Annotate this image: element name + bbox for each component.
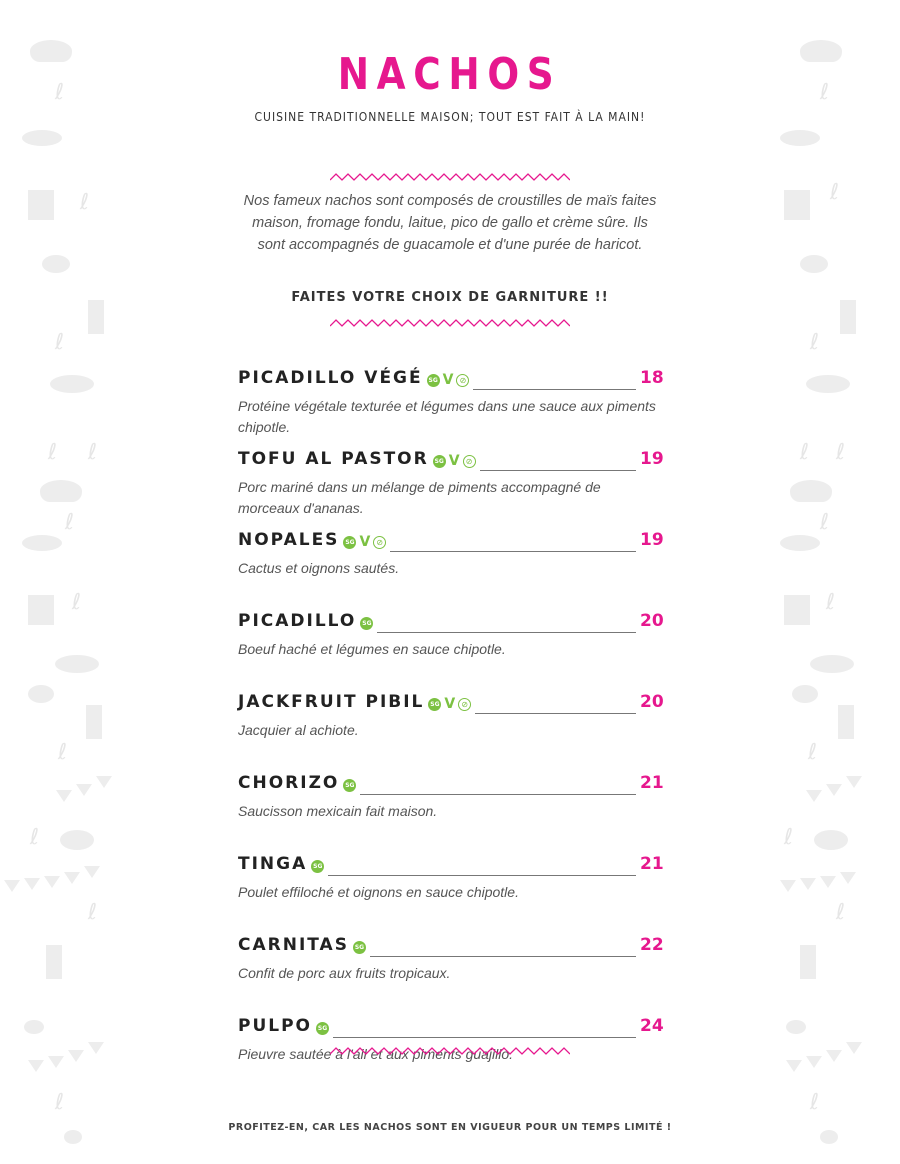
- bunting-flag-icon: [780, 880, 796, 892]
- bunting-flag-icon: [4, 880, 20, 892]
- menu-header: [0, 50, 900, 124]
- chili-icon: ℓ: [800, 440, 810, 465]
- pepper-icon: [28, 685, 54, 703]
- vegan-icon: ⊘: [373, 536, 386, 549]
- chili-icon: ℓ: [810, 330, 820, 355]
- menu-item-name: JACKFRUIT PIBIL: [238, 692, 425, 712]
- menu-item-name: PULPO: [238, 1016, 313, 1036]
- chili-icon: ℓ: [830, 180, 840, 205]
- diet-badges: [343, 536, 386, 549]
- bunting-flag-icon: [56, 790, 72, 802]
- menu-item: [238, 368, 662, 449]
- menu-item-description: Porc mariné dans un mélange de piments accompagné de morceaux d'ananas.: [238, 479, 601, 516]
- pepper-icon: [24, 1020, 44, 1034]
- menu-item: [238, 530, 662, 611]
- bunting-flag-icon: [826, 784, 842, 796]
- bunting-flag-icon: [44, 876, 60, 888]
- cactus-icon: [840, 300, 856, 334]
- page-subtitle: CUISINE TRADITIONNELLE MAISON; TOUT EST FAIT À LA MAIN!: [254, 110, 646, 124]
- bunting-flag-icon: [846, 776, 862, 788]
- gluten-free-icon: SG: [427, 374, 440, 387]
- choice-heading: FAITES VOTRE CHOIX DE GARNITURE !!: [291, 290, 609, 305]
- menu-item-description: Poulet effiloché et oignons en sauce chipotle.: [238, 884, 519, 900]
- bunting-flag-icon: [786, 1060, 802, 1072]
- menu-item-price: 24: [640, 1016, 664, 1036]
- vegetarian-icon: V: [442, 372, 454, 388]
- menu-item-name: TOFU AL PASTOR: [238, 449, 429, 469]
- menu-item-description: Jacquier al achiote.: [238, 722, 359, 738]
- vegetarian-icon: V: [359, 534, 371, 550]
- menu-item-description: Confit de porc aux fruits tropicaux.: [238, 965, 451, 981]
- gluten-free-icon: SG: [311, 860, 324, 873]
- leader-line: [480, 469, 636, 471]
- bunting-flag-icon: [800, 878, 816, 890]
- bunting-flag-icon: [76, 784, 92, 796]
- gluten-free-icon: SG: [353, 941, 366, 954]
- chili-icon: ℓ: [48, 440, 58, 465]
- chili-icon: ℓ: [55, 80, 65, 105]
- menu-item-name: PICADILLO VÉGÉ: [238, 368, 423, 388]
- cactus-icon: [86, 705, 102, 739]
- chili-icon: ℓ: [88, 440, 98, 465]
- diet-badges: [316, 1022, 329, 1035]
- leader-line: [390, 550, 636, 552]
- bunting-flag-icon: [84, 866, 100, 878]
- vegetarian-icon: V: [444, 696, 456, 712]
- bunting-flag-icon: [826, 1050, 842, 1062]
- cactus-icon: [838, 705, 854, 739]
- pepper-icon: [792, 685, 818, 703]
- menu-item: [238, 692, 662, 773]
- gluten-free-icon: SG: [343, 779, 356, 792]
- vegan-icon: ⊘: [458, 698, 471, 711]
- leader-line: [333, 1036, 636, 1038]
- mustache-icon: [22, 130, 62, 146]
- menu-item: [238, 611, 662, 692]
- page-title: NACHOS: [338, 49, 562, 100]
- chili-icon: ℓ: [72, 590, 82, 615]
- menu-item-price: 20: [640, 692, 664, 712]
- menu-item: [238, 854, 662, 935]
- bunting-flag-icon: [840, 872, 856, 884]
- pepper-icon: [42, 255, 70, 273]
- chili-icon: ℓ: [784, 825, 794, 850]
- bunting-flag-icon: [846, 1042, 862, 1054]
- mustache-icon: [22, 535, 62, 551]
- gluten-free-icon: SG: [428, 698, 441, 711]
- chili-icon: ℓ: [30, 825, 40, 850]
- llama-icon: [28, 190, 54, 220]
- menu-item-price: 19: [640, 530, 664, 550]
- diet-badges: [428, 698, 471, 711]
- diet-badges: [311, 860, 324, 873]
- zigzag-divider-top: [330, 172, 570, 182]
- diet-badges: [427, 374, 470, 387]
- menu-item-price: 21: [640, 854, 664, 874]
- chili-icon: ℓ: [836, 900, 846, 925]
- bunting-flag-icon: [68, 1050, 84, 1062]
- chili-icon: ℓ: [820, 80, 830, 105]
- menu-item: [238, 1016, 662, 1097]
- menu-item-price: 21: [640, 773, 664, 793]
- bunting-flag-icon: [820, 876, 836, 888]
- menu-item: [238, 773, 662, 854]
- chili-icon: ℓ: [55, 330, 65, 355]
- llama-icon: [784, 190, 810, 220]
- mustache-icon: [50, 375, 94, 393]
- cactus-icon: [46, 945, 62, 979]
- right-decorative-pattern: [780, 0, 900, 1164]
- footer-note: PROFITEZ-EN, CAR LES NACHOS SONT EN VIGUEUR POUR UN TEMPS LIMITÉ !: [228, 1122, 672, 1133]
- leader-line: [475, 712, 636, 714]
- chili-icon: ℓ: [836, 440, 846, 465]
- chili-icon: ℓ: [88, 900, 98, 925]
- gluten-free-icon: SG: [316, 1022, 329, 1035]
- bunting-flag-icon: [64, 872, 80, 884]
- diet-badges: [353, 941, 366, 954]
- gluten-free-icon: SG: [343, 536, 356, 549]
- vegetarian-icon: V: [448, 453, 460, 469]
- menu-item-price: 18: [640, 368, 664, 388]
- bunting-flag-icon: [48, 1056, 64, 1068]
- bunting-flag-icon: [28, 1060, 44, 1072]
- menu-item-description: Saucisson mexicain fait maison.: [238, 803, 438, 819]
- chili-icon: ℓ: [808, 740, 818, 765]
- zigzag-divider-middle: [330, 318, 570, 328]
- menu-item: [238, 449, 662, 530]
- diet-badges: [343, 779, 356, 792]
- chili-icon: ℓ: [58, 740, 68, 765]
- pepper-icon: [814, 830, 848, 850]
- taco-icon: [40, 480, 82, 502]
- leader-line: [473, 388, 636, 390]
- llama-icon: [784, 595, 810, 625]
- mustache-icon: [806, 375, 850, 393]
- intro-text: Nos fameux nachos sont composés de croustilles de maïs faites maison, fromage fondu, laitue, pico de gallo et crème sûre. Ils sont accompagnés de guacamole et d'une purée de haricot.: [243, 193, 657, 253]
- left-decorative-pattern: [0, 0, 120, 1164]
- bunting-flag-icon: [88, 1042, 104, 1054]
- pepper-icon: [60, 830, 94, 850]
- menu-item-description: Pieuvre sautée à l'ail et aux piments guajillo.: [238, 1046, 514, 1062]
- menu-item-price: 19: [640, 449, 664, 469]
- leader-line: [370, 955, 636, 957]
- mustache-icon: [780, 130, 820, 146]
- pepper-icon: [800, 255, 828, 273]
- vegan-icon: ⊘: [456, 374, 469, 387]
- bunting-flag-icon: [24, 878, 40, 890]
- bunting-flag-icon: [806, 1056, 822, 1068]
- menu-list: [238, 368, 662, 1097]
- leader-line: [377, 631, 636, 633]
- gluten-free-icon: SG: [360, 617, 373, 630]
- menu-item-description: Protéine végétale texturée et légumes dans une sauce aux piments chipotle.: [238, 398, 656, 435]
- menu-item-description: Cactus et oignons sautés.: [238, 560, 400, 576]
- cactus-icon: [800, 945, 816, 979]
- bunting-flag-icon: [96, 776, 112, 788]
- menu-item-name: PICADILLO: [238, 611, 357, 631]
- chili-icon: ℓ: [55, 1090, 65, 1115]
- menu-item-price: 22: [640, 935, 664, 955]
- diet-badges: [360, 617, 373, 630]
- menu-item-name: CHORIZO: [238, 773, 340, 793]
- zigzag-divider-bottom: [330, 1046, 570, 1056]
- mustache-icon: [810, 655, 854, 673]
- cactus-icon: [88, 300, 104, 334]
- bunting-flag-icon: [806, 790, 822, 802]
- diet-badges: [433, 455, 476, 468]
- vegan-icon: ⊘: [463, 455, 476, 468]
- mustache-icon: [780, 535, 820, 551]
- chili-icon: ℓ: [65, 510, 75, 535]
- taco-icon: [790, 480, 832, 502]
- llama-icon: [28, 595, 54, 625]
- menu-item-name: CARNITAS: [238, 935, 349, 955]
- menu-item: [238, 935, 662, 1016]
- menu-item-price: 20: [640, 611, 664, 631]
- leader-line: [328, 874, 636, 876]
- chili-icon: ℓ: [80, 190, 90, 215]
- mustache-icon: [55, 655, 99, 673]
- menu-item-name: NOPALES: [238, 530, 340, 550]
- chili-icon: ℓ: [810, 1090, 820, 1115]
- pepper-icon: [786, 1020, 806, 1034]
- leader-line: [360, 793, 636, 795]
- chili-icon: ℓ: [826, 590, 836, 615]
- menu-item-name: TINGA: [238, 854, 308, 874]
- chili-icon: ℓ: [820, 510, 830, 535]
- gluten-free-icon: SG: [433, 455, 446, 468]
- menu-item-description: Boeuf haché et légumes en sauce chipotle.: [238, 641, 506, 657]
